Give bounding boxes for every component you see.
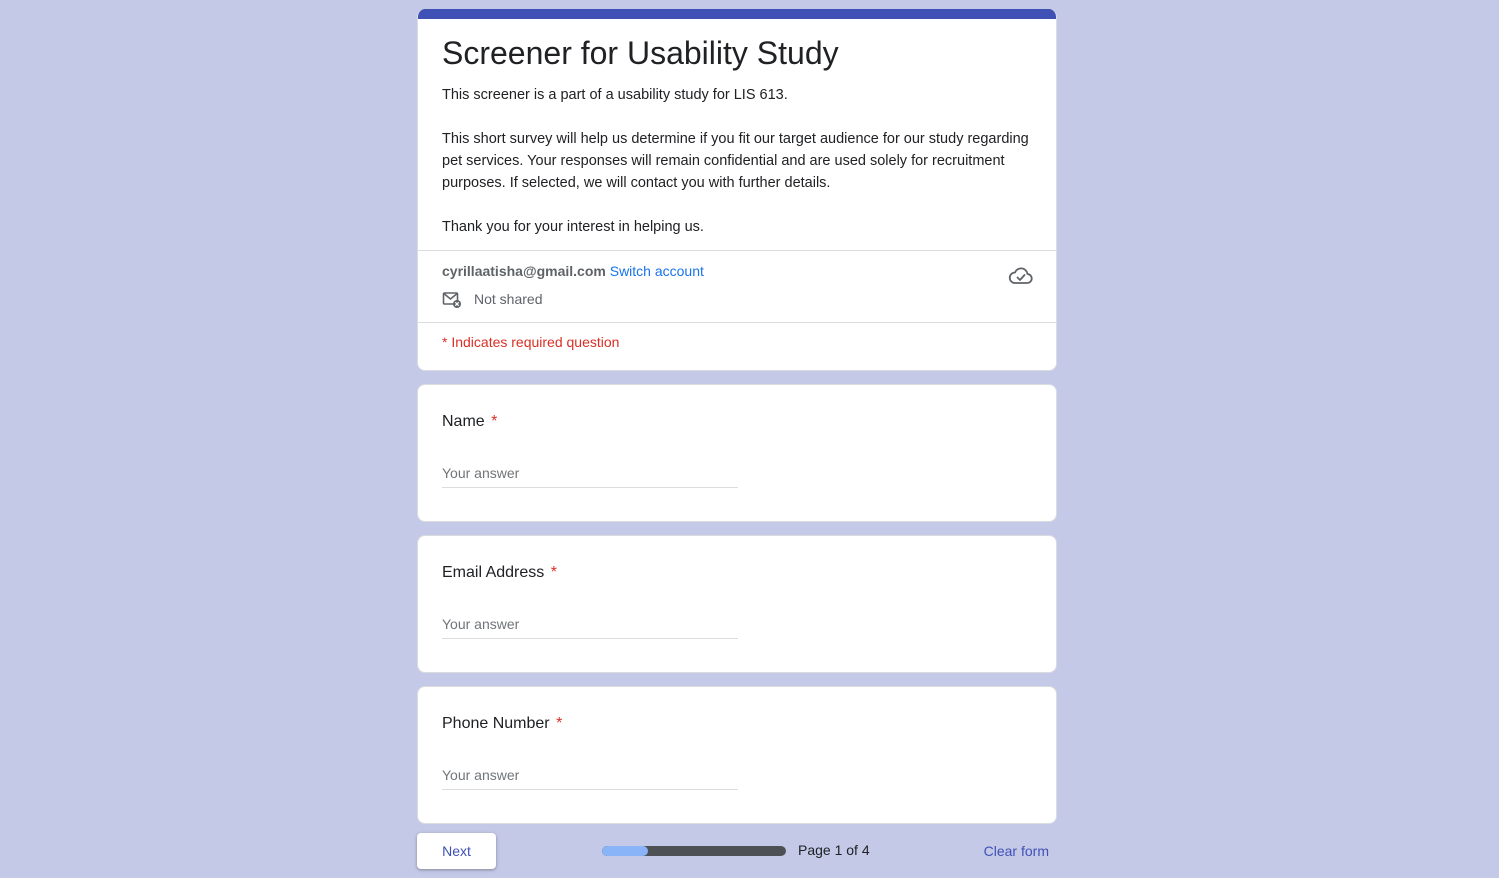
description-paragraph: Thank you for your interest in helping us.: [442, 219, 704, 235]
clear-form-button[interactable]: Clear form: [983, 843, 1049, 859]
question-title: [442, 410, 497, 434]
name-input[interactable]: [442, 463, 738, 488]
account-email: cyrillaatisha@gmail.com: [442, 263, 606, 279]
required-asterisk: *: [550, 564, 557, 581]
required-asterisk: *: [556, 715, 563, 732]
question-label: Phone Number: [442, 715, 550, 732]
description-paragraph: This short survey will help us determine if you fit our target audience for our study regarding pet services. Your responses will remain confidential and are used solely for recruitment purposes. If selected, we will contact you with further details.: [442, 131, 1029, 191]
form-footer: [417, 833, 1057, 869]
email-input[interactable]: [442, 614, 738, 639]
phone-input[interactable]: [442, 765, 738, 790]
header-divider: [418, 250, 1056, 251]
progress-fill: [602, 846, 648, 856]
question-title: [442, 712, 562, 736]
question-card-name: [417, 384, 1057, 522]
page-indicator: Page 1 of 4: [798, 842, 870, 858]
question-label: Email Address: [442, 564, 545, 581]
form-title: Screener for Usability Study: [442, 35, 839, 71]
required-question-note: * Indicates required question: [442, 334, 620, 350]
cloud-check-icon[interactable]: [1008, 263, 1034, 289]
form-header-card: [417, 9, 1057, 371]
header-accent-band: [418, 9, 1056, 19]
description-paragraph: This screener is a part of a usability study for LIS 613.: [442, 87, 788, 103]
question-label: Name: [442, 413, 485, 430]
form-container: [417, 9, 1057, 824]
required-asterisk: *: [491, 413, 498, 430]
form-description: [442, 84, 1032, 260]
not-shared-label: Not shared: [474, 291, 543, 307]
mail-not-shared-icon: [442, 289, 462, 309]
question-card-phone: [417, 686, 1057, 824]
account-row: [442, 262, 704, 280]
question-card-email: [417, 535, 1057, 673]
progress-bar: [602, 846, 786, 856]
next-button[interactable]: Next: [417, 833, 496, 869]
account-divider: [418, 322, 1056, 323]
switch-account-link[interactable]: Switch account: [609, 263, 704, 279]
question-title: [442, 561, 557, 585]
not-shared-row: [442, 289, 542, 309]
